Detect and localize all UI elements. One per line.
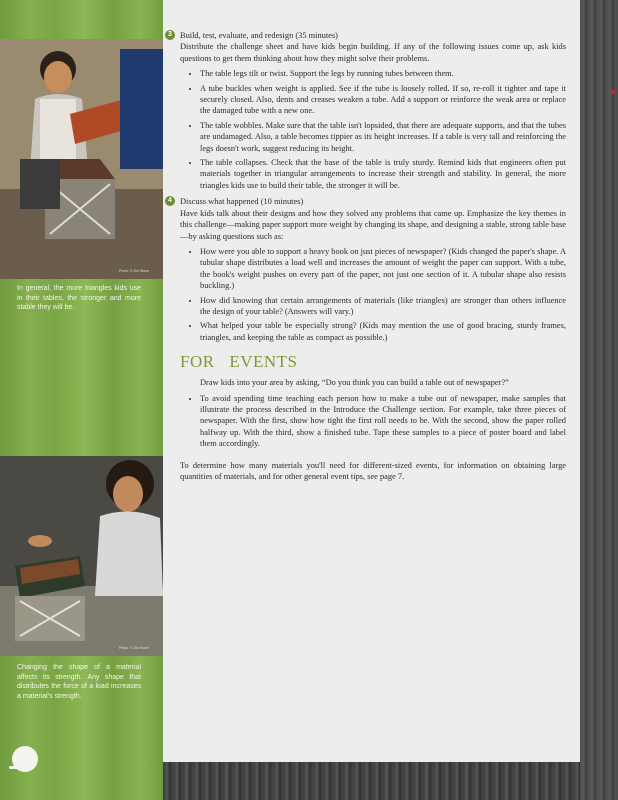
events-heading-word: EVENTS	[229, 352, 298, 372]
list-item: • What helped your table be especially strong? (Kids may mention the use of good bracing, sturdy frames, triangles, and keeping the table as compact as possible.)	[200, 320, 566, 343]
list-item: • To avoid spending time teaching each person how to make a tube out of newspaper, make samples that illustrate the process described in the Introduce the Challenge section. For example, take three pieces of newspaper. With the first, show how tight the first roll needs to be. With the second, show the paper rolled halfway up. With the third, show a finished tube. Tape these samples to a piece of poster board and label them accordingly.	[200, 393, 566, 450]
caption-triangles: In general, the more triangles kids use in their tables, the stronger and more stable they will be.	[17, 285, 141, 311]
photo-credit: Photo: © Jim Stone	[118, 269, 149, 273]
step-3	[168, 30, 566, 191]
photo-boy-with-table	[0, 39, 163, 279]
logo-icon	[12, 746, 38, 772]
photo-girl-with-table	[0, 456, 163, 656]
step-title: Discuss what happened (10 minutes)	[180, 197, 304, 207]
decorative-footer	[163, 762, 580, 800]
red-dot-icon	[611, 90, 615, 94]
decorative-strip	[580, 0, 618, 800]
photo-girl-illustration	[0, 456, 163, 656]
troubleshooting-list	[180, 68, 566, 191]
caption-shape-strength: Changing the shape of a material affects its strength. Any shape that distributes the force of a load increases a material's strength.	[17, 664, 141, 700]
list-item: • How did knowing that certain arrangements of materials (like triangles) are stronger than others influence the design of your table? (Answers will vary.)	[200, 295, 566, 318]
step-number-badge: 4	[165, 196, 175, 206]
sidebar	[0, 0, 163, 800]
photo-boy-illustration	[0, 39, 163, 279]
list-item: • A tube buckles when weight is applied. See if the tube is loosely rolled. If so, re-roll it tighter and tape it securely closed. Also, dents and creases weaken a tube. Add a support or reinforce the weak area or replace the damaged tube with a new one.	[200, 83, 566, 117]
step-title: Build, test, evaluate, and redesign (35 minutes)	[180, 31, 338, 40]
events-heading	[180, 352, 566, 372]
main-content	[163, 0, 580, 762]
list-item: • The table collapses. Check that the base of the table is truly sturdy. Remind kids that engineers often put materials together in triangular arrangements to increase their strength and stability. In general, the more triangles kids use to build their table, the stronger it will be.	[200, 157, 566, 191]
list-item: • The table legs tilt or twist. Support the legs by running tubes between them.	[200, 68, 566, 79]
discussion-questions-list	[180, 246, 566, 343]
events-list	[180, 393, 566, 450]
step-4	[168, 196, 566, 343]
events-closing: To determine how many materials you'll need for different-sized events, for information on obtaining large quantities of materials, and for other general event tips, see page 7.	[180, 460, 566, 481]
text-column	[168, 30, 566, 491]
list-item: • How were you able to support a heavy book on just pieces of newspaper? (Kids changed the paper's shape. A tubular shape distributes a load well and increases the amount of weight the paper can support. With a tube, the book's weight pushes on every part of the paper, not just one section of it. A tubular shape also resists buckling.)	[200, 246, 566, 292]
step-intro: Have kids talk about their designs and how they solved any problems that came up. Emphasize the key themes in this challenge—making paper support more weight by changing its shape, and designing a stable, strong table base—by asking questions such as:	[180, 208, 566, 241]
list-item: • The table wobbles. Make sure that the table isn't lopsided, that there are adequate supports, and that the tubes are undamaged. Also, a table becomes tippier as its height increases. If a table is very tall and reinforcing the legs doesn't work, suggest reducing its height.	[200, 120, 566, 154]
events-heading-word: FOR	[180, 352, 215, 372]
photo-credit: Photo: © Jim Stone	[118, 646, 149, 650]
events-intro: Draw kids into your area by asking, “Do you think you can build a table out of newspaper?”	[200, 378, 509, 388]
step-intro: Distribute the challenge sheet and have kids begin building. If any of the following issues come up, ask kids questions to get them thinking about how they might solve their problems.	[180, 42, 566, 63]
step-number-badge: 3	[165, 30, 175, 40]
